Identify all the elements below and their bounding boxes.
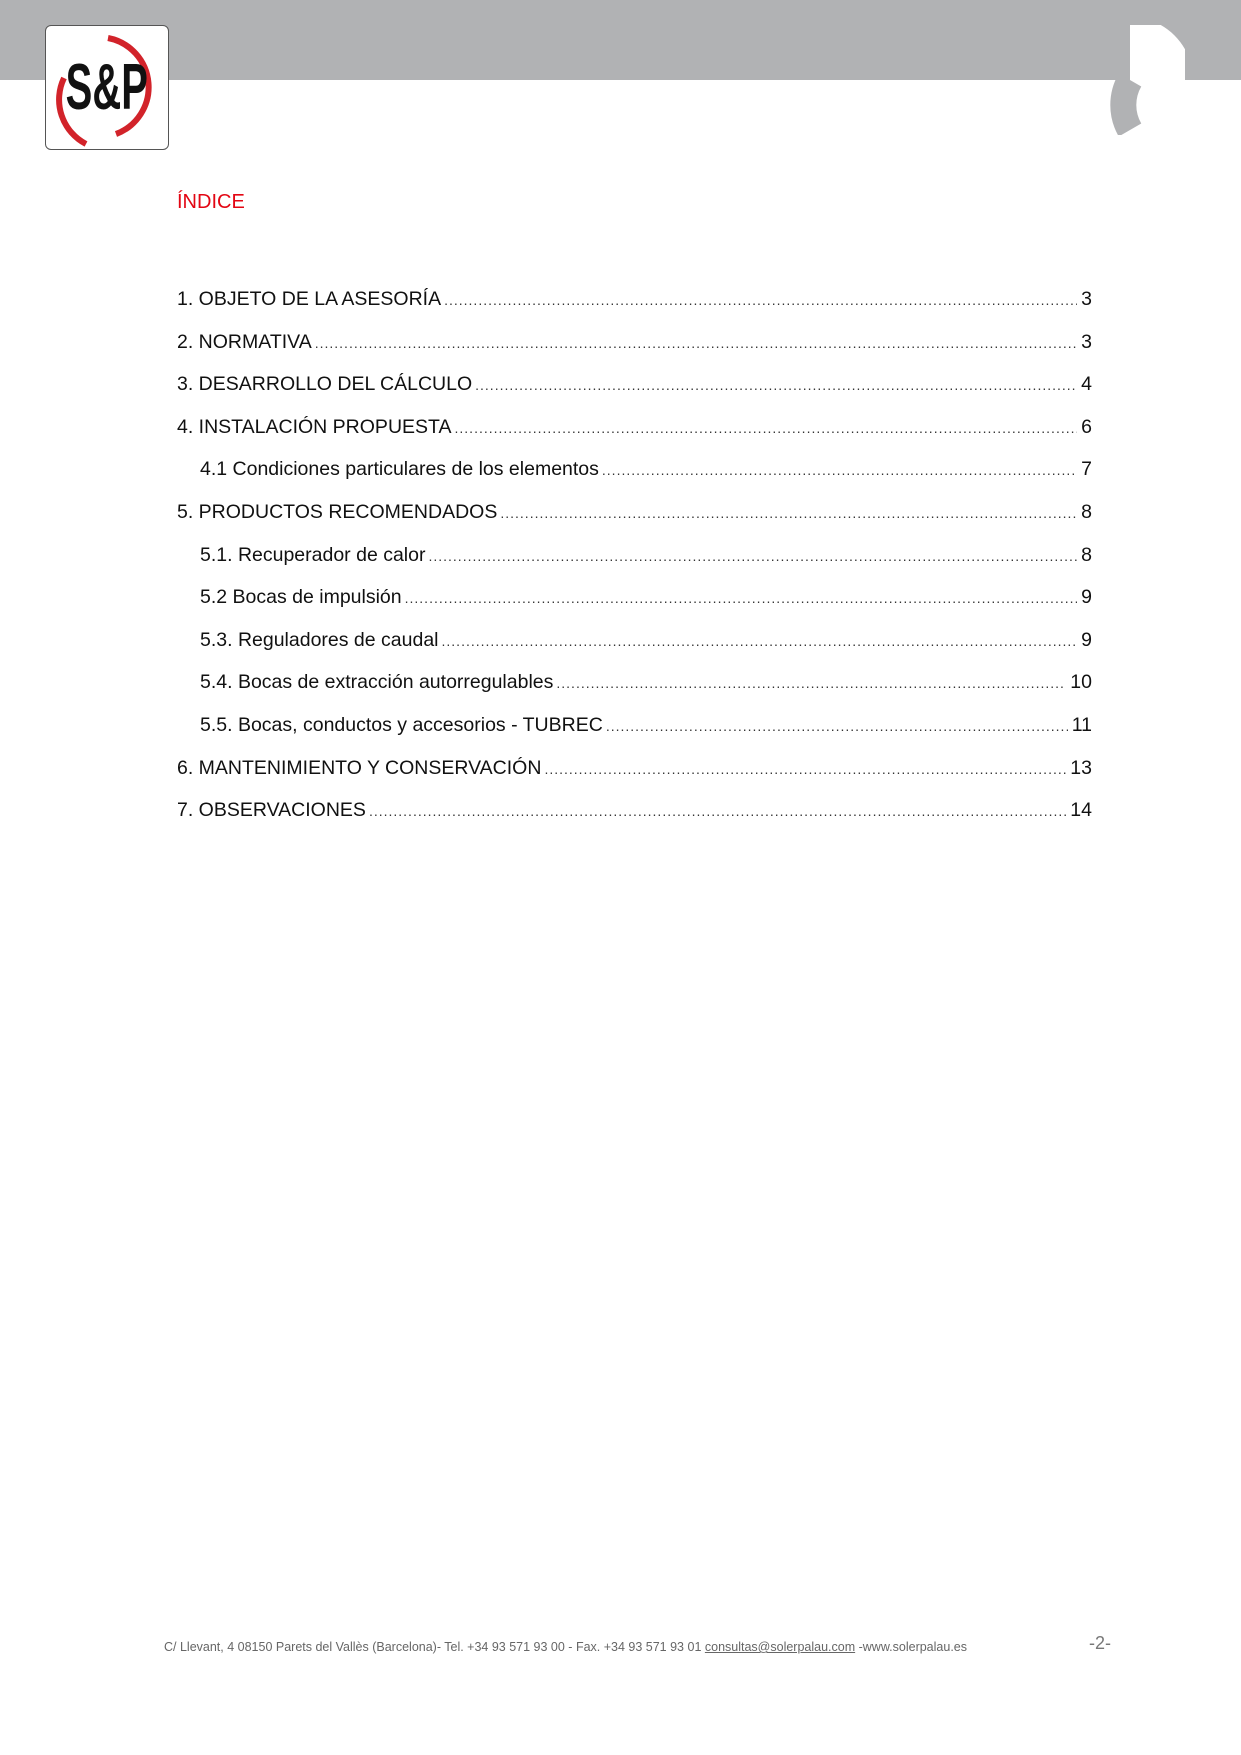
toc-entry[interactable] <box>177 799 1092 842</box>
toc-leader-dots <box>500 505 1077 521</box>
page-number: -2- <box>1089 1633 1111 1653</box>
toc-entry-label: 5.5. Bocas, conductos y accesorios - TUBREC <box>200 713 603 736</box>
toc-entry[interactable] <box>177 714 1092 757</box>
toc-entry-label: 6. MANTENIMIENTO Y CONSERVACIÓN <box>177 756 542 779</box>
toc-entry[interactable] <box>177 757 1092 800</box>
toc-leader-dots <box>405 590 1078 606</box>
toc-leader-dots <box>475 377 1077 393</box>
toc-entry[interactable] <box>177 501 1092 544</box>
toc-leader-dots <box>428 548 1077 564</box>
toc-leader-dots <box>444 292 1077 308</box>
toc-entry-label: 3. DESARROLLO DEL CÁLCULO <box>177 373 473 396</box>
footer-web: -www.solerpalau.es <box>855 1640 967 1654</box>
toc-entry-page: 7 <box>1081 458 1092 481</box>
toc-entry-page: 3 <box>1081 330 1092 353</box>
toc-entry-page: 10 <box>1070 671 1092 694</box>
toc-entry-page: 9 <box>1081 628 1092 651</box>
toc-entry-label: 7. OBSERVACIONES <box>177 799 366 822</box>
toc-entry-label: 4. INSTALACIÓN PROPUESTA <box>177 415 452 438</box>
toc-leader-dots <box>442 633 1078 649</box>
toc-entry-label: 1. OBJETO DE LA ASESORÍA <box>177 288 442 310</box>
header-band <box>0 0 1241 80</box>
toc-entry[interactable] <box>177 373 1092 416</box>
footer-email-link[interactable]: consultas@solerpalau.com <box>704 1640 856 1654</box>
footer <box>164 1640 967 1654</box>
toc-entry[interactable] <box>177 288 1092 331</box>
toc-entry-label: 5.1. Recuperador de calor <box>200 543 426 566</box>
toc-entry-label: 5. PRODUCTOS RECOMENDADOS <box>177 500 498 523</box>
toc-entry-label: 5.3. Reguladores de caudal <box>200 628 439 651</box>
toc-entry-page: 9 <box>1081 586 1092 609</box>
toc-entry[interactable] <box>177 544 1092 587</box>
footer-address: C/ Llevant, 4 08150 Parets del Vallès (Barcelona)- Tel. +34 93 571 93 00 - Fax. +34 93 571 93 01 <box>164 1640 705 1654</box>
toc-leader-dots <box>455 420 1078 436</box>
toc-leader-dots <box>556 675 1066 691</box>
toc-entry-page: 14 <box>1070 799 1092 822</box>
toc-entry-label: 5.4. Bocas de extracción autorregulables <box>200 671 554 694</box>
toc-leader-dots <box>606 718 1068 734</box>
toc-entry[interactable] <box>177 629 1092 672</box>
decorative-arc-icon <box>1075 25 1185 140</box>
svg-text:S&P: S&P <box>65 51 148 124</box>
toc-leader-dots <box>315 335 1077 351</box>
toc-entry-label: 5.2 Bocas de impulsión <box>200 586 402 609</box>
toc-entry[interactable] <box>177 671 1092 714</box>
page-title: ÍNDICE <box>177 191 245 213</box>
toc-entry-label: 4.1 Condiciones particulares de los elementos <box>200 458 599 481</box>
toc-leader-dots <box>602 462 1077 478</box>
toc-entry-page: 3 <box>1081 288 1092 310</box>
toc-entry[interactable] <box>177 416 1092 459</box>
toc-entry[interactable] <box>177 331 1092 374</box>
toc-entry[interactable] <box>177 458 1092 501</box>
toc-leader-dots <box>369 803 1066 819</box>
toc-entry-page: 13 <box>1070 756 1092 779</box>
toc-entry-page: 11 <box>1071 713 1092 736</box>
toc-entry-label: 2. NORMATIVA <box>177 330 312 353</box>
toc-entry-page: 4 <box>1081 373 1092 396</box>
toc-leader-dots <box>544 761 1066 777</box>
toc-entry-page: 8 <box>1081 543 1092 566</box>
toc-entry-page: 6 <box>1081 415 1092 438</box>
toc-entry-page: 8 <box>1081 500 1092 523</box>
toc-entry[interactable] <box>177 586 1092 629</box>
company-logo <box>45 25 169 150</box>
table-of-contents <box>177 288 1092 842</box>
